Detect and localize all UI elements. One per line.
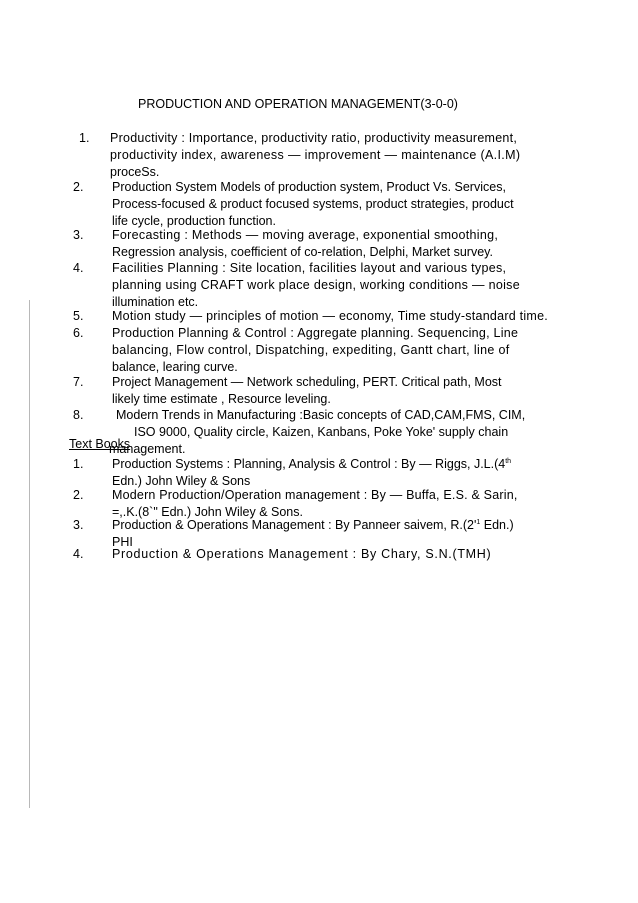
item-line — [112, 457, 511, 471]
item-line: Process-focused & product focused systems, product strategies, product — [112, 197, 514, 211]
book-superscript: 1 — [476, 518, 481, 526]
item-line: life cycle, production function. — [112, 214, 276, 228]
item-number: 2. — [73, 180, 84, 194]
item-number: 7. — [73, 375, 84, 389]
item-line: balance, learing curve. — [112, 360, 238, 374]
text-books-heading: Text Books — [69, 437, 131, 451]
item-line: Production & Operations Management : By Chary, S.N.(TMH) — [112, 547, 492, 561]
item-line: management. — [109, 442, 186, 456]
item-line: ISO 9000, Quality circle, Kaizen, Kanbans, Poke Yoke' supply chain — [134, 425, 509, 439]
item-number: 4. — [73, 547, 84, 561]
item-line: proceSs. — [110, 165, 160, 179]
page-title: PRODUCTION AND OPERATION MANAGEMENT(3-0-0) — [138, 97, 458, 111]
item-line — [112, 518, 514, 532]
item-number: 1. — [73, 457, 84, 471]
item-line: Project Management — Network scheduling, PERT. Critical path, Most — [112, 375, 502, 389]
item-number: 1. — [79, 131, 90, 145]
item-line: =,.K.(8`" Edn.) John Wiley & Sons. — [112, 505, 303, 519]
item-line: illumination etc. — [112, 295, 199, 309]
item-line: balancing, Flow control, Dispatching, expediting, Gantt chart, line of — [112, 343, 510, 357]
item-line: Facilities Planning : Site location, facilities layout and various types, — [112, 261, 507, 275]
item-number: 4. — [73, 261, 84, 275]
item-number: 5. — [73, 309, 84, 323]
book-superscript: th — [505, 457, 512, 465]
item-line: planning using CRAFT work place design, working conditions — noise — [112, 278, 520, 292]
item-number: 3. — [73, 228, 84, 242]
item-line: Regression analysis, coefficient of co-relation, Delphi, Market survey. — [112, 245, 493, 259]
item-line: Production System Models of production system, Product Vs. Services, — [112, 180, 506, 194]
item-line: Productivity : Importance, productivity ratio, productivity measurement, — [110, 131, 518, 145]
item-line: Motion study — principles of motion — economy, Time study-standard time. — [112, 309, 548, 323]
item-line: productivity index, awareness — improvement — maintenance (A.I.M) — [110, 148, 521, 162]
margin-line — [29, 300, 30, 808]
item-line: Modern Production/Operation management : By — Buffa, E.S. & Sarin, — [112, 488, 518, 502]
item-number: 6. — [73, 326, 84, 340]
item-number: 2. — [73, 488, 84, 502]
item-number: 3. — [73, 518, 84, 532]
item-line: Edn.) John Wiley & Sons — [112, 474, 251, 488]
item-line: PHI — [112, 535, 133, 549]
book-text: Edn.) — [480, 518, 514, 532]
item-line: Forecasting : Methods — moving average, exponential smoothing, — [112, 228, 499, 242]
item-line: Production Planning & Control : Aggregate planning. Sequencing, Line — [112, 326, 519, 340]
item-line: Modern Trends in Manufacturing :Basic concepts of CAD,CAM,FMS, CIM, — [116, 408, 526, 422]
item-number: 8. — [73, 408, 84, 422]
item-line: likely time estimate , Resource leveling. — [112, 392, 331, 406]
book-text: Production Systems : Planning, Analysis & Control : By — Riggs, J.L.(4 — [112, 457, 506, 471]
book-text: Production & Operations Management : By Panneer saivem, R.(2' — [112, 518, 477, 532]
